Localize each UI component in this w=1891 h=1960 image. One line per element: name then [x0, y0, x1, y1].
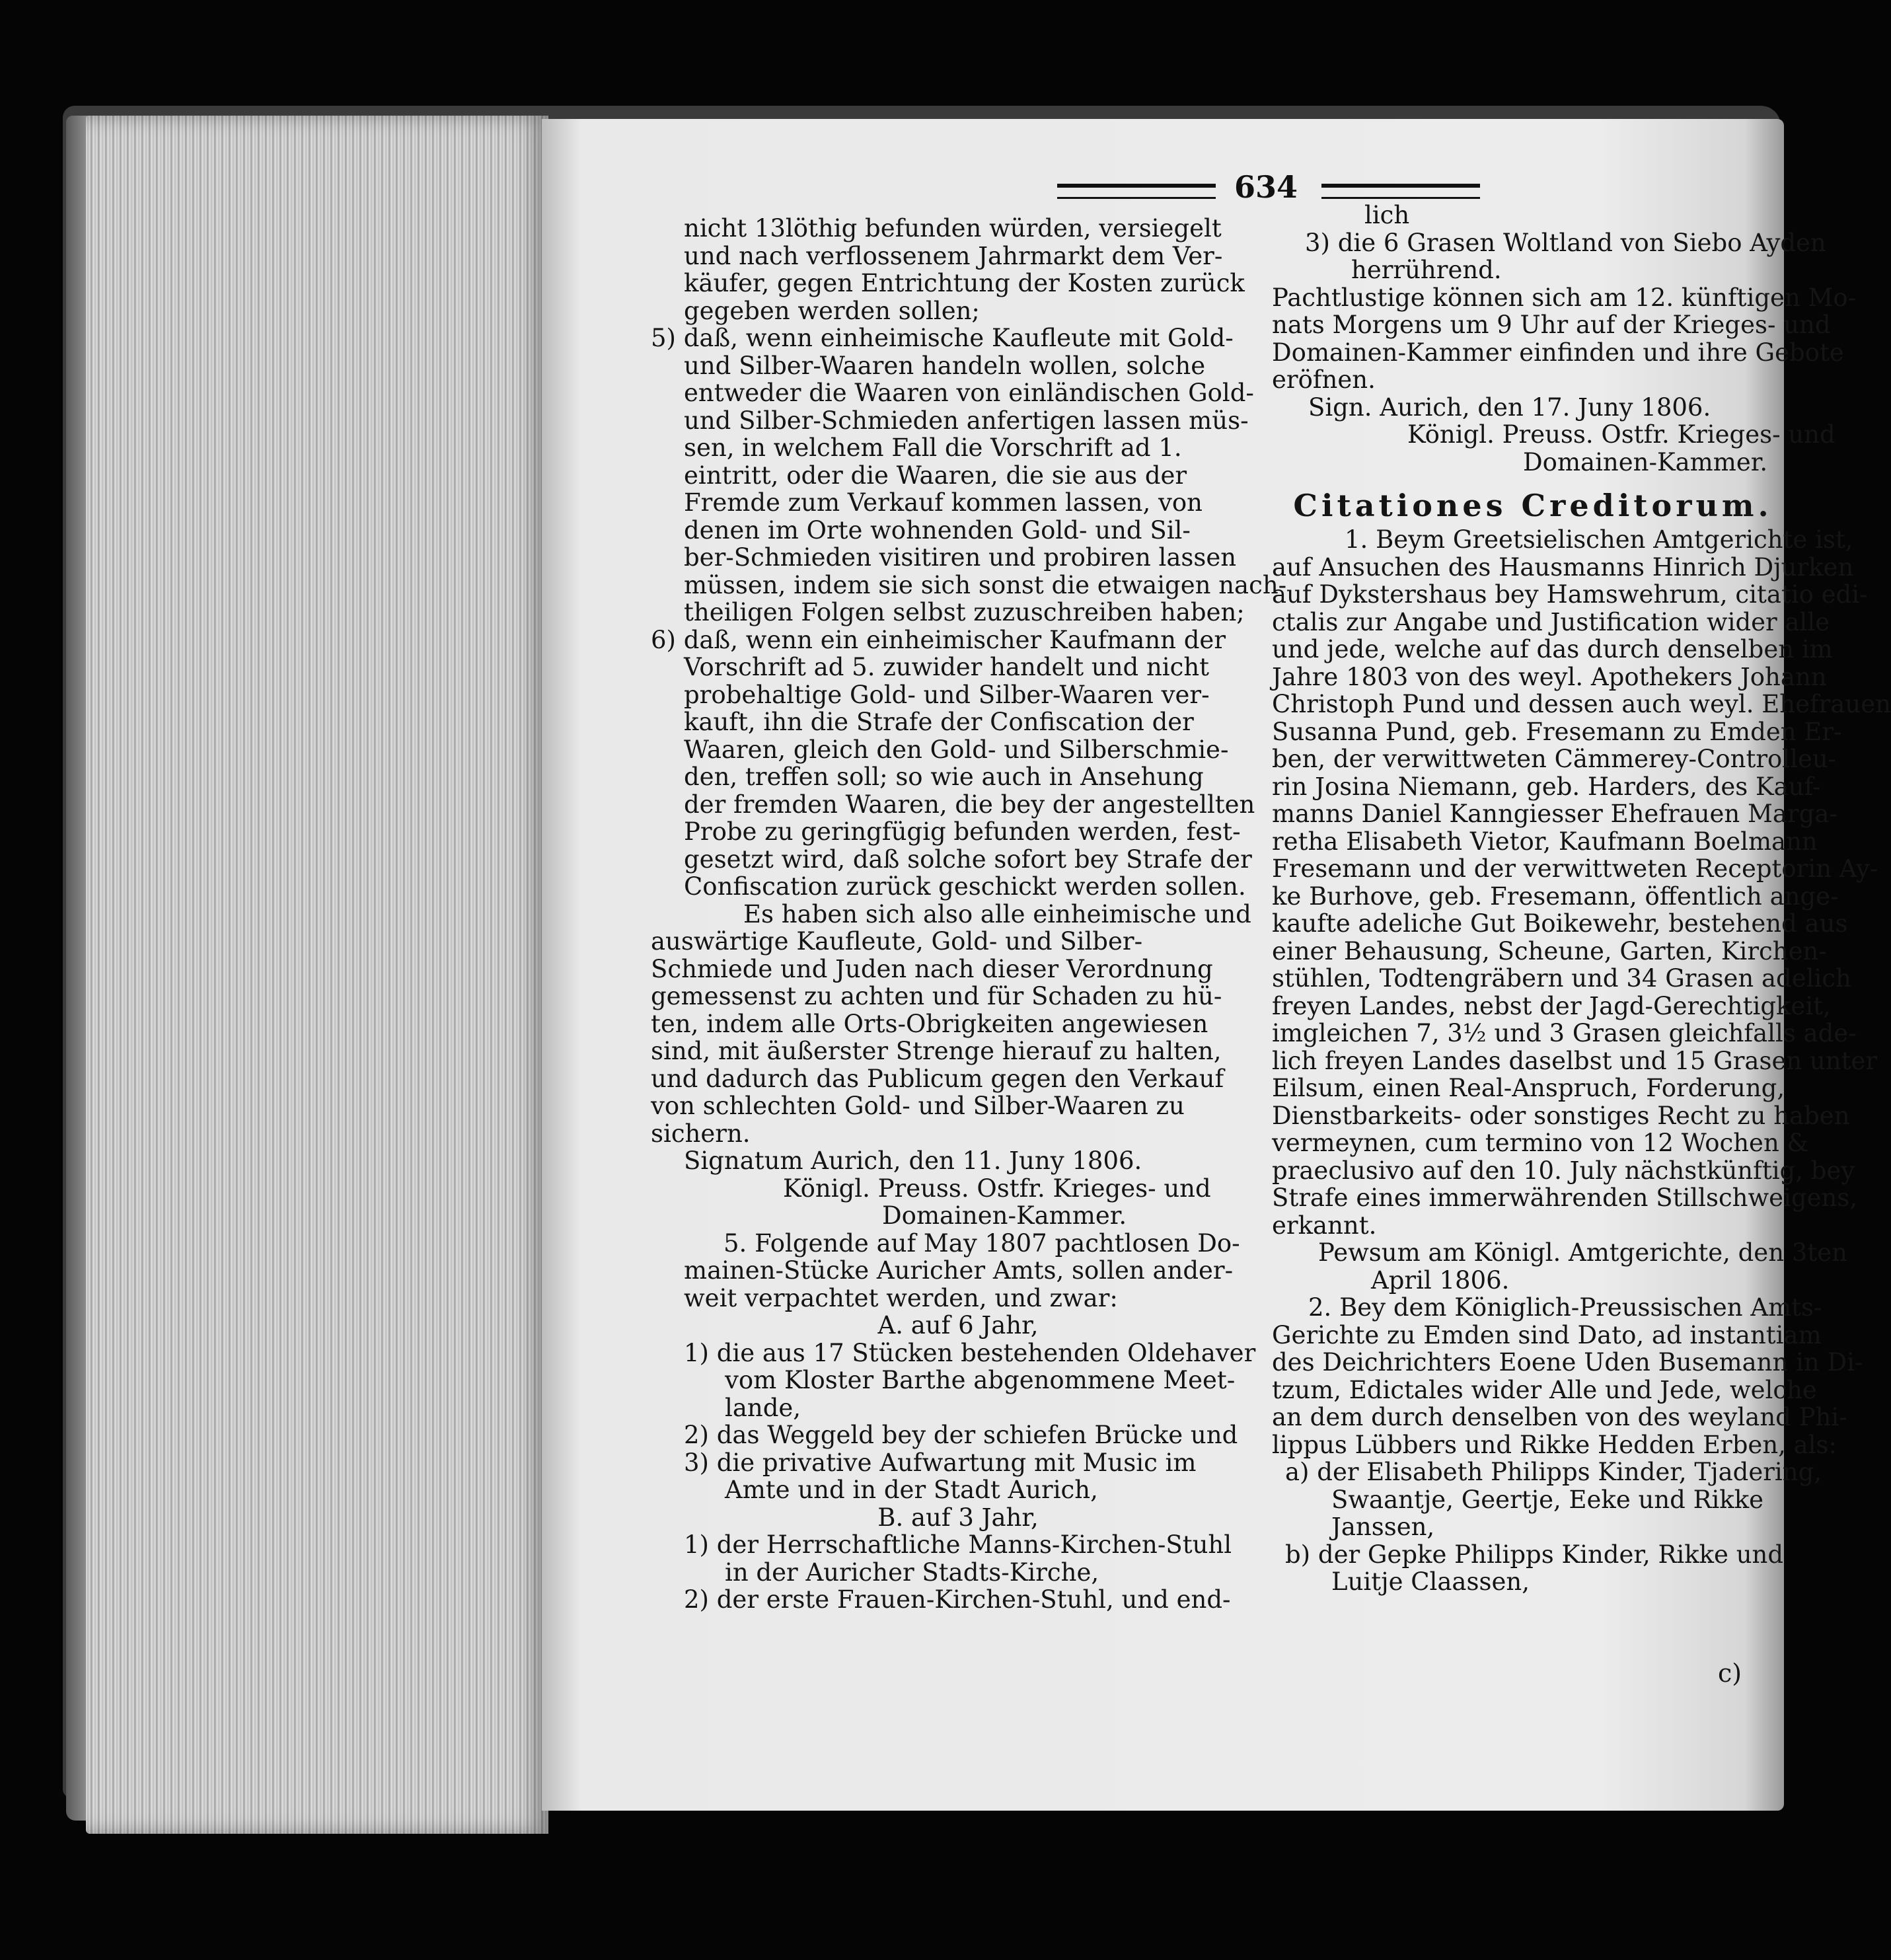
text-line: herrührend.: [1351, 256, 1502, 284]
text-line: 2) der erste Frauen-Kirchen-Stuhl, und end-: [684, 1585, 1231, 1614]
text-line: Es haben sich also alle einheimische und: [743, 899, 1251, 928]
text-line: Probe zu geringfügig befunden werden, fest-: [684, 817, 1241, 846]
text-line: sichern.: [651, 1119, 751, 1148]
authority-line: Domainen-Kammer.: [1523, 447, 1768, 476]
text-line: 2. Bey dem Königlich-Preussischen Amts-: [1308, 1293, 1822, 1322]
text-line: Gerichte zu Emden sind Dato, ad instantiam: [1272, 1320, 1822, 1349]
text-line: rin Josina Niemann, geb. Harders, des Kauf-: [1272, 772, 1821, 801]
text-line: ber-Schmieden visitiren und probiren lassen: [684, 543, 1237, 572]
text-line: weit verpachtet werden, und zwar:: [684, 1283, 1118, 1312]
text-line: gegeben werden sollen;: [684, 296, 980, 325]
text-line: des Deichrichters Eoene Uden Busemann in Di-: [1272, 1348, 1863, 1376]
text-line: Confiscation zurück geschickt werden sollen.: [684, 872, 1246, 901]
text-line: auswärtige Kaufleute, Gold- und Silber-: [651, 927, 1143, 956]
text-line: vermeynen, cum termino von 12 Wochen &: [1272, 1129, 1809, 1157]
signature-line: Pewsum am Königl. Amtgerichte, den 3ten: [1318, 1238, 1847, 1267]
text-line: 3) die privative Aufwartung mit Music im: [684, 1448, 1197, 1477]
text-line: praeclusivo auf den 10. July nächstkünftig, bey: [1272, 1156, 1855, 1185]
signature-line: April 1806.: [1371, 1265, 1510, 1295]
text-line: Fremde zum Verkauf kommen lassen, von: [684, 488, 1203, 517]
text-line: b) der Gepke Philipps Kinder, Rikke und: [1285, 1540, 1784, 1569]
text-line: nats Morgens um 9 Uhr auf der Krieges- und: [1272, 311, 1831, 339]
text-line: und jede, welche auf das durch denselben im: [1272, 635, 1833, 663]
text-line: müssen, indem sie sich sonst die etwaigen nach-: [684, 570, 1287, 599]
text-line: und Silber-Schmieden anfertigen lassen müs-: [684, 406, 1249, 435]
text-line: Fresemann und der verwittweten Receptorin Ay-: [1272, 854, 1878, 883]
text-line: nicht 13löthig befunden würden, versiegelt: [684, 214, 1222, 243]
text-line: probehaltige Gold- und Silber-Waaren ver-: [684, 680, 1210, 709]
text-line: lande,: [725, 1393, 801, 1422]
text-line: 1. Beym Greetsielischen Amtgerichte ist,: [1345, 525, 1853, 554]
signature-line: Signatum Aurich, den 11. Juny 1806.: [684, 1147, 1142, 1175]
text-line: käufer, gegen Entrichtung der Kosten zurück: [684, 269, 1245, 297]
text-line: imgleichen 7, 3½ und 3 Grasen gleichfalls ade-: [1272, 1019, 1857, 1047]
text-line: 2) das Weggeld bey der schiefen Brücke und: [684, 1421, 1238, 1449]
text-line: ctalis zur Angabe und Justification wider alle: [1272, 607, 1830, 636]
text-line: sind, mit äußerster Strenge hierauf zu halten,: [651, 1037, 1222, 1065]
text-line: Domainen-Kammer einfinden und ihre Gebote: [1272, 338, 1844, 367]
section-heading: Citationes Creditorum.: [1293, 488, 1773, 523]
page-number: 634: [1234, 169, 1298, 205]
text-line: Waaren, gleich den Gold- und Silberschmie-: [684, 735, 1229, 764]
text-line: lich freyen Landes daselbst und 15 Grasen unter: [1272, 1046, 1878, 1075]
text-line: gesetzt wird, daß solche sofort bey Strafe der: [684, 845, 1252, 874]
text-line: und dadurch das Publicum gegen den Verkauf: [651, 1064, 1224, 1093]
text-line: retha Elisabeth Vietor, Kaufmann Boelmann: [1272, 827, 1818, 856]
text-line: eröfnen.: [1272, 365, 1376, 394]
text-line: lippus Lübbers und Rikke Hedden Erben, als:: [1272, 1430, 1837, 1459]
text-line: Jahre 1803 von des weyl. Apothekers Johann: [1272, 662, 1827, 691]
text-line: Strafe eines immerwährenden Stillschweigens,: [1272, 1184, 1858, 1212]
text-line: Dienstbarkeits- oder sonstiges Recht zu haben: [1272, 1101, 1850, 1130]
catchword: c): [1718, 1659, 1742, 1688]
text-line: ten, indem alle Orts-Obrigkeiten angewiesen: [651, 1009, 1208, 1038]
text-line: erkannt.: [1272, 1211, 1377, 1240]
text-line: Christoph Pund und dessen auch weyl. Ehefrauen: [1272, 690, 1891, 718]
text-line: den, treffen soll; so wie auch in Ansehung: [684, 763, 1204, 791]
section-label: B. auf 3 Jahr,: [877, 1503, 1039, 1532]
text-line: Eilsum, einen Real-Anspruch, Forderung,: [1272, 1074, 1785, 1102]
text-line: Janssen,: [1331, 1513, 1435, 1541]
text-line: in der Auricher Stadts-Kirche,: [725, 1558, 1099, 1587]
text-line: Vorschrift ad 5. zuwider handelt und nicht: [684, 653, 1210, 681]
text-line: kauft, ihn die Strafe der Confiscation der: [684, 708, 1194, 736]
text-line: Schmiede und Juden nach dieser Verordnung: [651, 954, 1213, 983]
text-line: einer Behausung, Scheune, Garten, Kirchen-: [1272, 936, 1827, 965]
text-line: 1) die aus 17 Stücken bestehenden Oldehaver: [684, 1338, 1256, 1367]
section-label: A. auf 6 Jahr,: [877, 1311, 1039, 1339]
text-line: Amte und in der Stadt Aurich,: [725, 1476, 1098, 1504]
text-line: sen, in welchem Fall die Vorschrift ad 1.: [684, 433, 1182, 462]
text-line: und nach verflossenem Jahrmarkt dem Ver-: [684, 241, 1223, 270]
text-line: ke Burhove, geb. Fresemann, öffentlich ange-: [1272, 882, 1839, 911]
page-block-edges: [86, 116, 548, 1834]
text-line: ben, der verwittweten Cämmerey-Controlleu-: [1272, 745, 1837, 773]
text-line: Susanna Pund, geb. Fresemann zu Emden Er-: [1272, 717, 1842, 746]
authority-line: Königl. Preuss. Ostfr. Krieges- und: [1407, 420, 1835, 449]
right-text-column: [1272, 201, 1891, 1596]
text-line: 3) die 6 Grasen Woltland von Siebo Ayden: [1305, 228, 1826, 257]
text-line: von schlechten Gold- und Silber-Waaren zu: [651, 1092, 1185, 1120]
text-line: eintritt, oder die Waaren, die sie aus der: [684, 461, 1187, 490]
text-line: theiligen Folgen selbst zuzuschreiben haben;: [684, 598, 1245, 626]
text-line: auf Dykstershaus bey Hamswehrum, citatio edi-: [1272, 580, 1868, 609]
text-line: entweder die Waaren von einländischen Gold-: [684, 379, 1254, 407]
text-line: a) der Elisabeth Philipps Kinder, Tjadering,: [1285, 1458, 1822, 1486]
text-line: stühlen, Todtengräbern und 34 Grasen adelich: [1272, 964, 1851, 993]
text-line: denen im Orte wohnenden Gold- und Sil-: [684, 515, 1191, 545]
text-line: 1) der Herrschaftliche Manns-Kirchen-Stuhl: [684, 1530, 1232, 1559]
text-line: vom Kloster Barthe abgenommene Meet-: [725, 1366, 1236, 1394]
text-line: der fremden Waaren, die bey der angestellten: [684, 790, 1255, 819]
text-line: freyen Landes, nebst der Jagd-Gerechtigkeit,: [1272, 991, 1831, 1020]
text-line: tzum, Edictales wider Alle und Jede, welche: [1272, 1375, 1817, 1404]
text-line: Pachtlustige können sich am 12. künftigen Mo-: [1272, 283, 1857, 312]
authority-line: Domainen-Kammer.: [882, 1201, 1127, 1230]
text-line: auf Ansuchen des Hausmanns Hinrich Djurken: [1272, 552, 1854, 582]
left-text-column: [651, 214, 1287, 1614]
text-line: gemessenst zu achten und für Schaden zu hü-: [651, 982, 1222, 1010]
text-line: kaufte adeliche Gut Boikewehr, bestehend aus: [1272, 909, 1848, 938]
text-line: lich: [1364, 201, 1410, 229]
text-line: 5) daß, wenn einheimische Kaufleute mit Gold-: [651, 324, 1234, 352]
signature-line: Sign. Aurich, den 17. Juny 1806.: [1308, 393, 1711, 422]
text-line: manns Daniel Kanngiesser Ehefrauen Marga-: [1272, 800, 1837, 828]
header-rule-right: [1321, 184, 1480, 199]
text-line: und Silber-Waaren handeln wollen, solche: [684, 351, 1206, 380]
text-line: 5. Folgende auf May 1807 pachtlosen Do-: [723, 1228, 1240, 1258]
authority-line: Königl. Preuss. Ostfr. Krieges- und: [783, 1174, 1211, 1203]
text-line: an dem durch denselben von des weyland Phi-: [1272, 1403, 1847, 1431]
text-line: Swaantje, Geertje, Eeke und Rikke: [1331, 1485, 1764, 1514]
header-rule-left: [1057, 184, 1216, 199]
text-line: mainen-Stücke Auricher Amts, sollen ander-: [684, 1256, 1234, 1285]
text-line: Luitje Claassen,: [1331, 1567, 1530, 1596]
text-line: 6) daß, wenn ein einheimischer Kaufmann der: [651, 625, 1226, 654]
